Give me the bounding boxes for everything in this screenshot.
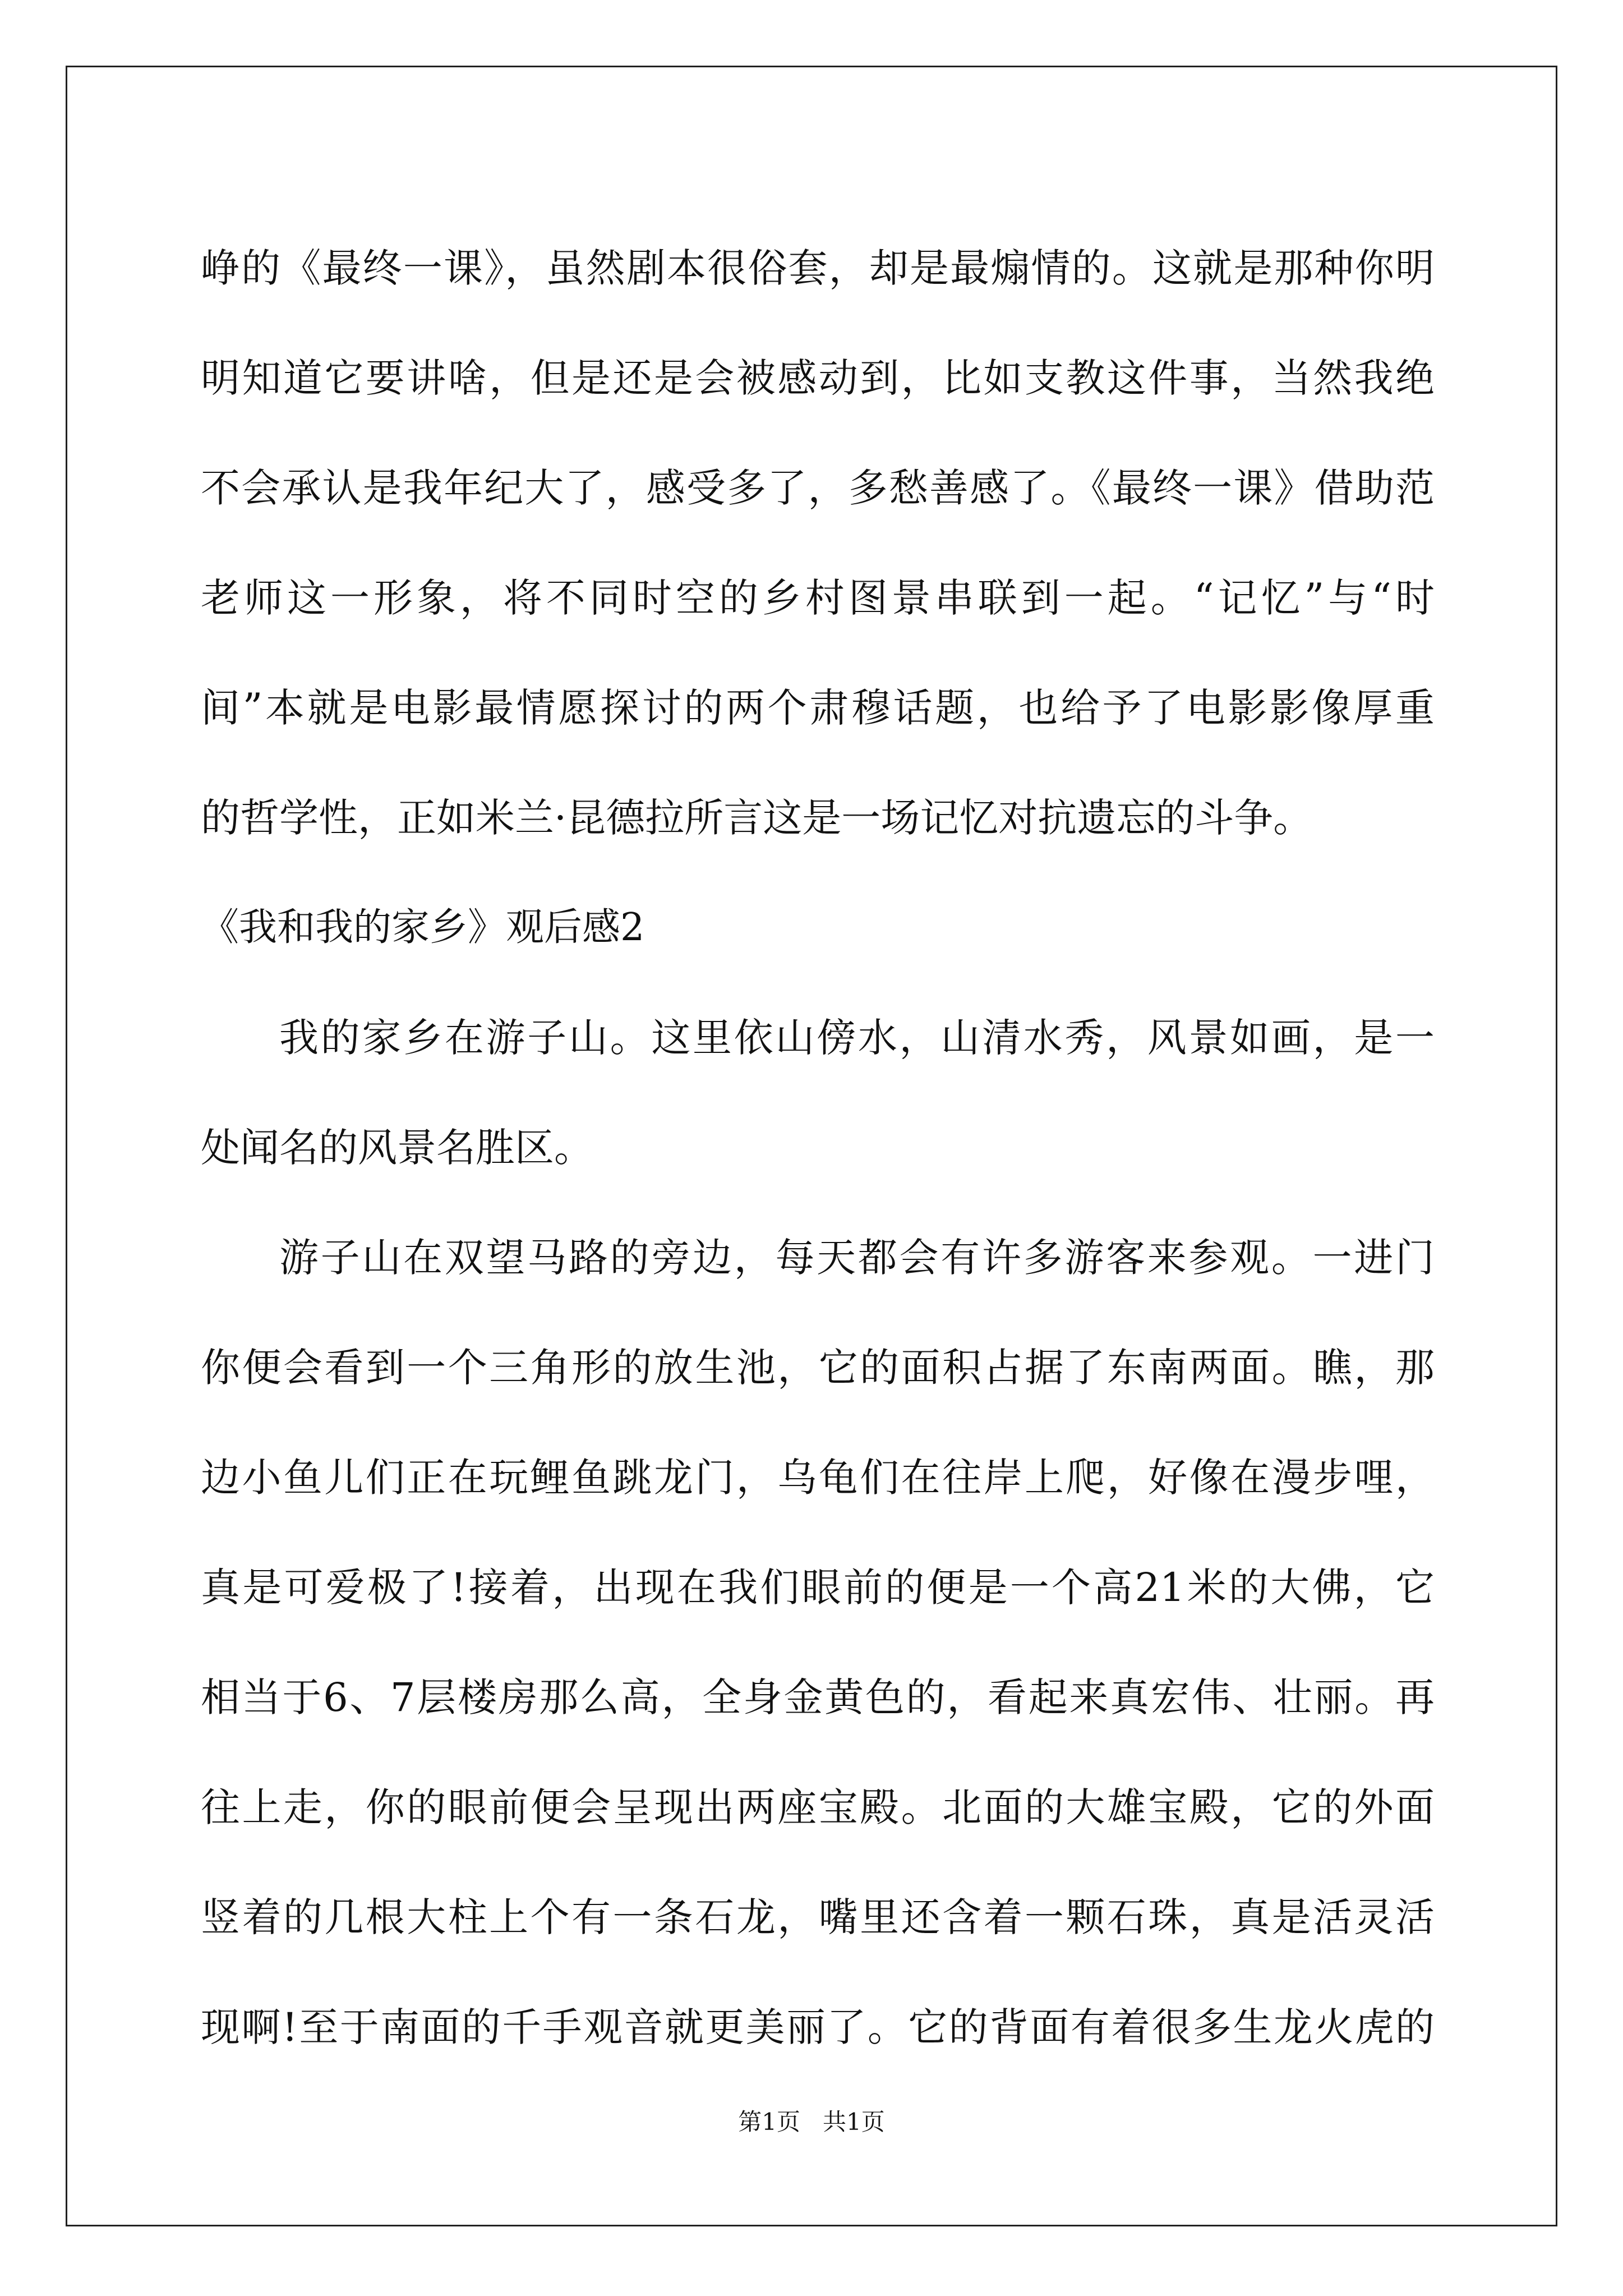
text-line: 处闻名的风景名胜区。 (201, 1125, 593, 1171)
text-line: 竖着的几根大柱上个有一条石龙，嘴里还含着一颗石珠，真是活灵活 (201, 1894, 1435, 1940)
text-line: 不会承认是我年纪大了，感受多了，多愁善感了。《最终一课》借助范 (201, 465, 1435, 511)
text-line: 相当于6、7层楼房那么高，全身金黄色的，看起来真宏伟、壮丽。再 (201, 1674, 1435, 1720)
text-line: 峥的《最终一课》，虽然剧本很俗套，却是最煽情的。这就是那种你明 (201, 245, 1435, 291)
text-line: 你便会看到一个三角形的放生池，它的面积占据了东南两面。瞧，那 (201, 1345, 1435, 1391)
document-body (201, 213, 1435, 2082)
text-line: 真是可爱极了!接着，出现在我们眼前的便是一个高21米的大佛，它 (201, 1565, 1435, 1611)
text-line: 的哲学性，正如米兰·昆德拉所言这是一场记忆对抗遗忘的斗争。 (201, 795, 1313, 841)
text-line: 边小鱼儿们正在玩鲤鱼跳龙门，乌龟们在往岸上爬，好像在漫步哩， (201, 1455, 1435, 1501)
page-number: 第1页 (738, 2108, 800, 2136)
text-line: 往上走，你的眼前便会呈现出两座宝殿。北面的大雄宝殿，它的外面 (201, 1784, 1435, 1830)
section-heading: 《我和我的家乡》观后感2 (201, 905, 645, 950)
text-line: 老师这一形象，将不同时空的乡村图景串联到一起。“记忆”与“时 (201, 575, 1435, 621)
paragraph-first-line: 我的家乡在游子山。这里依山傍水，山清水秀，风景如画，是一 (279, 1015, 1435, 1061)
text-line: 现啊!至于南面的千手观音就更美丽了。它的背面有着很多生龙火虎的 (201, 2004, 1435, 2050)
page-total: 共1页 (823, 2108, 885, 2136)
paragraph-first-line: 游子山在双望马路的旁边，每天都会有许多游客来参观。一进门 (279, 1235, 1435, 1281)
text-line: 间”本就是电影最情愿探讨的两个肃穆话题，也给予了电影影像厚重 (201, 685, 1435, 731)
page-footer (0, 2104, 1623, 2137)
text-line: 明知道它要讲啥，但是还是会被感动到，比如支教这件事，当然我绝 (201, 355, 1435, 401)
